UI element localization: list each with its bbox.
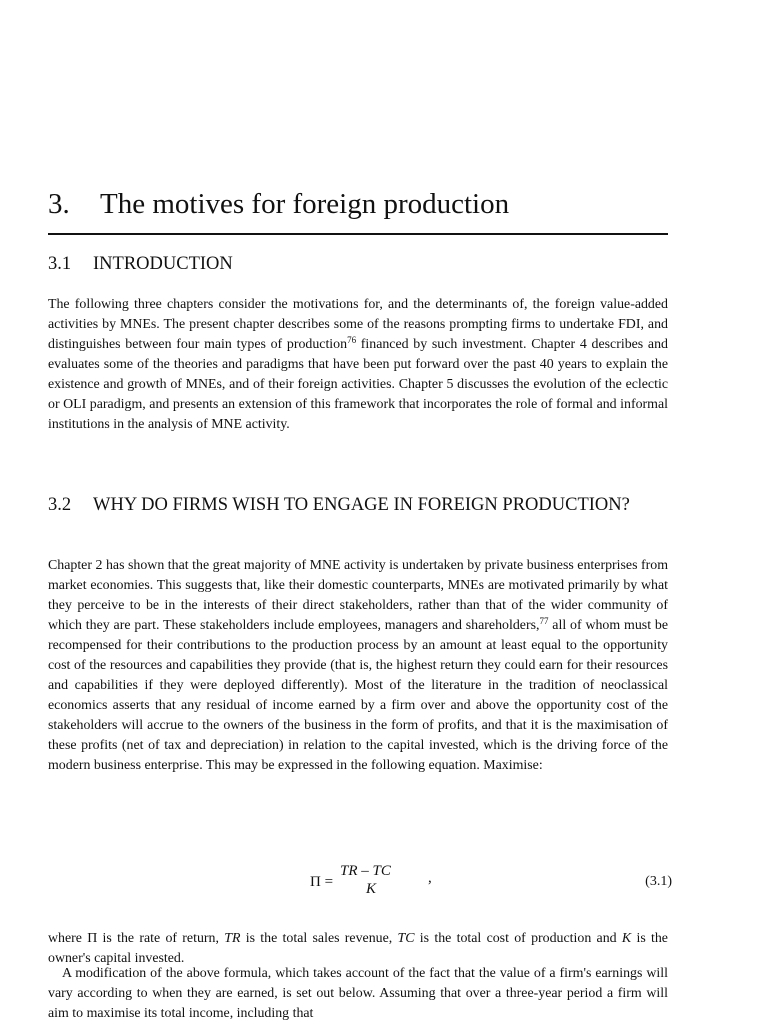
- section-heading-why-foreign-production: [48, 494, 668, 516]
- paragraph-text: A modification of the above formula, which takes account of the fact that the value of a firm's earnings will vary according to when they are earned, is set out below. Assuming that over a three-year period a firm will aim to maximise its total income, including that: [48, 966, 668, 1021]
- equation-fraction: [340, 863, 422, 905]
- symbol-k: K: [621, 931, 632, 946]
- chapter-heading: [48, 186, 668, 222]
- document-page: [48, 0, 672, 1024]
- continuation-paragraph: [48, 964, 668, 1024]
- paragraph-text: all of whom must be recompensed for their contributions to the production process by an amount at least equal to the opportunity cost of the resources and capabilities they provide (that is, the highest return they could earn for their resources and capabilities if they were deployed differently). Most of the literature in the tradition of neoclassical economics asserts that any residual of income earned by a firm over and above the opportunity cost of the stakeholders will accrue to the owners of the business in the form of profits, and that it is the maximisation of these profits (net of tax and depreciation) in relation to the capital invested, which is the driving force of the modern business enterprise. This may be expressed in the following equation. Maximise:: [48, 618, 669, 773]
- symbol-tr: TR: [224, 931, 241, 946]
- symbol-tc: TC: [397, 931, 415, 946]
- section-number: 3.2: [48, 495, 72, 515]
- body-paragraph: [48, 556, 668, 776]
- paragraph-text: financed by such investment. Chapter 4 describes and evaluates some of the theories and paradigms that have been put forward over the past 40 years to explain the existence and growth of MNEs, and of their foreign activities. Chapter 5 discusses the evolution of the eclectic or OLI paradigm, and presents an extension of this framework that incorporates the role of formal and informal institutions in the analysis of MNE activity.: [48, 337, 668, 432]
- paragraph-text: is the total cost of production and: [414, 931, 622, 946]
- symbol-pi: Π: [87, 931, 98, 946]
- paragraph-text: Chapter 2 has shown that the great majority of MNE activity is undertaken by private business enterprises from market economies. This suggests that, like their domestic counterparts, MNEs are motivated primarily by what they perceive to be in the interests of their direct stakeholders, rather than that of the wider community of which they are part. These stakeholders include employees, managers and shareholders,: [48, 558, 668, 633]
- section-heading-introduction: [48, 253, 668, 275]
- footnote-marker: 77: [539, 616, 549, 626]
- paragraph-text: is the total sales revenue,: [240, 931, 398, 946]
- paragraph-text: is the rate of return,: [97, 931, 225, 946]
- chapter-rule: [48, 233, 668, 235]
- equation-denominator: K: [366, 881, 377, 897]
- equation-lhs: Π =: [310, 874, 334, 890]
- introduction-paragraph: [48, 295, 668, 435]
- equation-body: [310, 858, 450, 908]
- chapter-title: The motives for foreign production: [100, 188, 510, 220]
- paragraph-text: is the owner's capital invested.: [48, 931, 668, 966]
- equation-3-1: [48, 858, 672, 908]
- paragraph-text: where: [48, 931, 88, 946]
- equation-comma: ,: [428, 870, 432, 886]
- equation-explanation-paragraph: [48, 929, 668, 969]
- equation-number: (3.1): [645, 874, 672, 889]
- section-number: 3.1: [48, 254, 72, 274]
- section-title: INTRODUCTION: [93, 254, 233, 274]
- footnote-marker: 76: [347, 335, 357, 345]
- equation-numerator: TR – TC: [340, 863, 391, 879]
- chapter-number: 3.: [48, 188, 70, 220]
- section-title: WHY DO FIRMS WISH TO ENGAGE IN FOREIGN PRODUCTION?: [93, 495, 630, 515]
- paragraph-text: The following three chapters consider the motivations for, and the determinants of, the foreign value-added activities by MNEs. The present chapter describes some of the reasons prompting firms to undertake FDI, and distinguishes between four main types of production: [48, 297, 668, 352]
